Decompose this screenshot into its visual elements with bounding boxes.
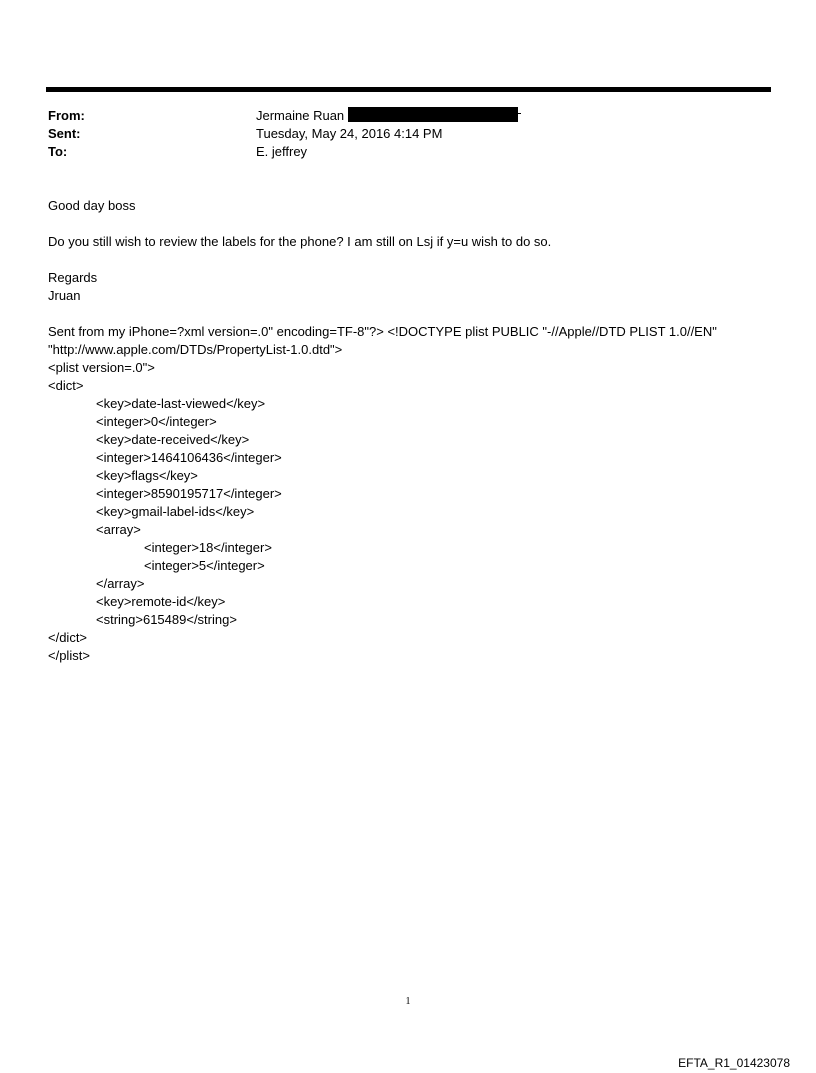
redaction-mark (518, 113, 521, 114)
plist-block (48, 323, 778, 665)
sent-row (48, 125, 748, 143)
plist-line: <array> (96, 522, 141, 537)
plist-line: <integer>0</integer> (96, 414, 217, 429)
email-body (48, 197, 778, 665)
header-divider (46, 87, 771, 92)
plist-line: <string>615489</string> (96, 612, 237, 627)
plist-line: <plist version=.0"> (48, 360, 155, 375)
page-number: 1 (405, 996, 411, 1007)
plist-line: Sent from my iPhone=?xml version=.0" encoding=TF-8"?> <!DOCTYPE plist PUBLIC "-//Apple//DTD PLIST 1.0//EN" (48, 324, 717, 339)
to-value: E. jeffrey (256, 144, 308, 159)
plist-line: "http://www.apple.com/DTDs/PropertyList-1.0.dtd"> (48, 342, 343, 357)
to-label: To: (48, 144, 68, 159)
plist-line: <integer>8590195717</integer> (96, 486, 282, 501)
plist-line: </dict> (48, 630, 88, 645)
plist-line: </plist> (48, 648, 90, 663)
greeting: Good day boss (48, 198, 136, 213)
plist-line: <key>gmail-label-ids</key> (96, 504, 255, 519)
plist-line: <key>flags</key> (96, 468, 198, 483)
plist-line: <integer>1464106436</integer> (96, 450, 282, 465)
plist-line: <key>remote-id</key> (96, 594, 226, 609)
plist-line: <integer>18</integer> (144, 540, 272, 555)
from-value (256, 107, 521, 125)
from-row (48, 107, 748, 125)
document-id: EFTA_R1_01423078 (678, 1056, 790, 1070)
message-text: Do you still wish to review the labels for the phone? I am still on Lsj if y=u wish to do so. (48, 234, 552, 249)
sent-label: Sent: (48, 126, 81, 141)
sign-off-regards: Regards (48, 270, 98, 285)
sign-off-name: Jruan (48, 288, 81, 303)
email-header (48, 107, 748, 161)
plist-line: <dict> (48, 378, 84, 393)
to-row (48, 143, 748, 161)
from-label: From: (48, 108, 85, 123)
redacted-email-block (348, 107, 518, 122)
plist-line: <integer>5</integer> (144, 558, 265, 573)
sent-value: Tuesday, May 24, 2016 4:14 PM (256, 126, 443, 141)
plist-line: </array> (96, 576, 145, 591)
plist-line: <key>date-received</key> (96, 432, 250, 447)
plist-line: <key>date-last-viewed</key> (96, 396, 266, 411)
sender-name: Jermaine Ruan (256, 108, 345, 123)
